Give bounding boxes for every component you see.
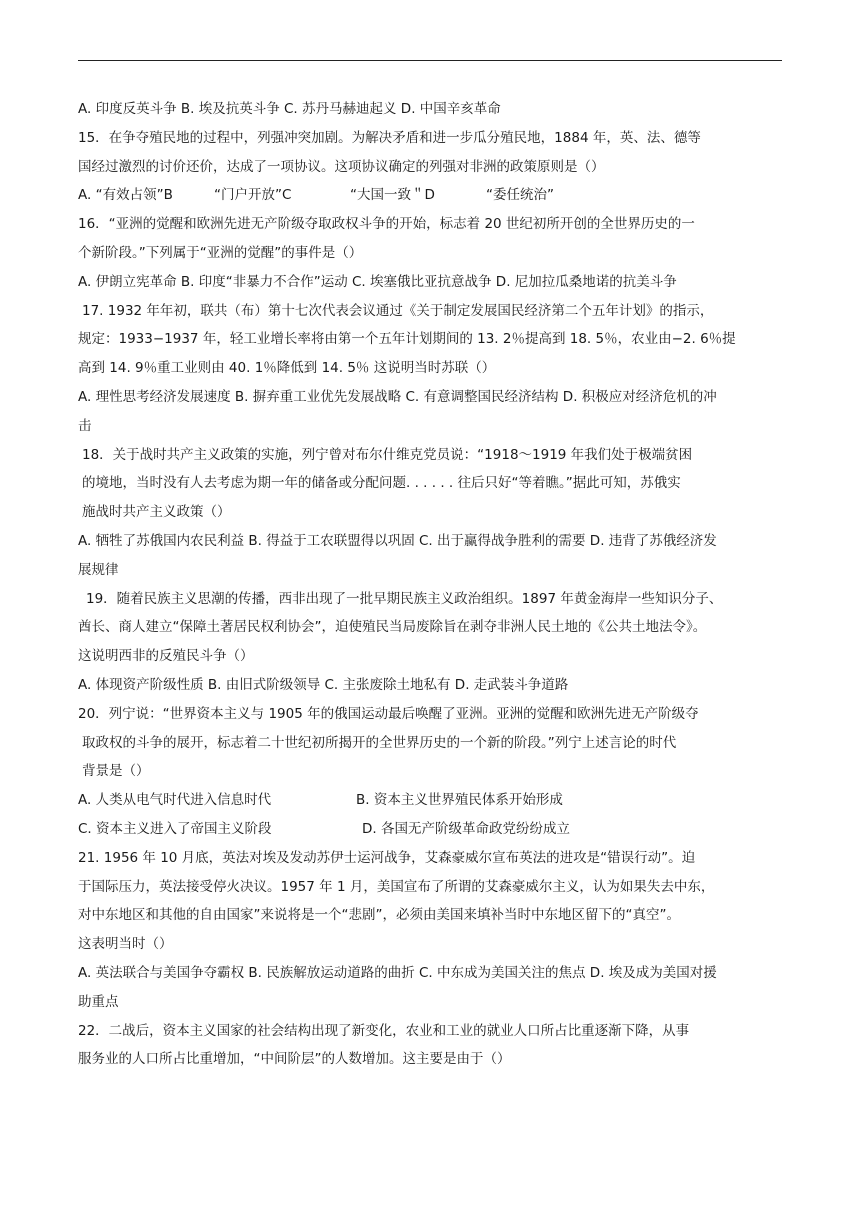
q15-option-d: “委任统治”	[486, 187, 554, 204]
q15-options	[78, 187, 790, 216]
q19-stem-line-2: 酋长、商人建立“保障土著居民权利协会”，迫使殖民当局废除旨在剥夺非洲人民土地的《公共土地法令》。	[78, 619, 707, 636]
q17-options-line-2: 击	[78, 417, 92, 434]
q20-option-d: D. 各国无产阶级革命政党纷纷成立	[362, 820, 570, 837]
q16-options: A. 伊朗立宪革命 B. 印度“非暴力不合作”运动 C. 埃塞俄比亚抗意战争 D. 尼加拉瓜桑地诺的抗美斗争	[78, 273, 677, 290]
q21-options-line-2: 助重点	[78, 993, 119, 1010]
q20-options-row-1	[78, 792, 790, 821]
q21-options-line-1: A. 英法联合与美国争夺霸权 B. 民族解放运动道路的曲折 C. 中东成为美国关注的焦点 D. 埃及成为美国对援	[78, 964, 717, 981]
q15-option-a: A. “有效占领”B	[78, 187, 173, 204]
q18-stem-line-2: 的境地，当时没有人去考虑为期一年的储备或分配问题. . . . . . 往后只好“等着瞧。”据此可知，苏俄实	[82, 475, 681, 492]
q22-stem-line-2: 服务业的人口所占比重增加，“中间阶层”的人数增加。这主要是由于（）	[78, 1051, 511, 1068]
q20-option-a: A. 人类从电气时代进入信息时代	[78, 792, 272, 809]
q16-stem-line-1: 16．“亚洲的觉醒和欧洲先进无产阶级夺取政权斗争的开始，标志着 20 世纪初所开创的全世界历史的一	[78, 216, 695, 233]
q17-stem-line-3: 高到 14. 9％重工业则由 40. 1％降低到 14. 5％ 这说明当时苏联（）	[78, 360, 496, 377]
document-body	[78, 101, 790, 1080]
q18-stem-line-3: 施战时共产主义政策（）	[82, 504, 231, 521]
q19-options: A. 体现资产阶级性质 B. 由旧式阶级领导 C. 主张废除土地私有 D. 走武装斗争道路	[78, 676, 569, 693]
q16-stem-line-2: 个新阶段。”下列属于“亚洲的觉醒”的事件是（）	[78, 244, 363, 261]
q15-option-b: “门户开放”C	[214, 187, 292, 204]
q21-stem-line-3: 对中东地区和其他的自由国家”来说将是一个“悲剧”，必须由美国来填补当时中东地区留下的“真空”。	[78, 907, 680, 924]
q20-stem-line-2: 取政权的斗争的展开，标志着二十世纪初所揭开的全世界历史的一个新的阶段。”列宁上述言论的时代	[82, 734, 677, 751]
q20-option-c: C. 资本主义进入了帝国主义阶段	[78, 820, 272, 837]
q21-stem-line-4: 这表明当时（）	[78, 936, 173, 953]
q18-stem-line-1: 18．关于战时共产主义政策的实施，列宁曾对布尔什维克党员说：“1918～1919 年我们处于极端贫困	[82, 446, 693, 463]
q17-stem-line-1: 17. 1932 年年初，联共（布）第十七次代表会议通过《关于制定发展国民经济第二个五年计划》的指示，	[82, 302, 714, 319]
q21-stem-line-1: 21. 1956 年 10 月底，英法对埃及发动苏伊士运河战争，艾森豪威尔宣布英法的进攻是“错误行动”。迫	[78, 849, 696, 866]
header-rule	[78, 60, 782, 61]
q14-options: A. 印度反英斗争 B. 埃及抗英斗争 C. 苏丹马赫迪起义 D. 中国辛亥革命	[78, 101, 501, 117]
q15-option-c: “大国一致＂D	[350, 187, 435, 204]
q19-stem-line-1: 19．随着民族主义思潮的传播，西非出现了一批早期民族主义政治组织。1897 年黄金海岸一些知识分子、	[86, 590, 723, 607]
q15-stem-line-1: 15．在争夺殖民地的过程中，列强冲突加剧。为解决矛盾和进一步瓜分殖民地，1884 年，英、法、德等	[78, 129, 701, 146]
q20-stem-line-3: 背景是（）	[82, 763, 150, 780]
q18-options-line-1: A. 牺牲了苏俄国内农民利益 B. 得益于工农联盟得以巩固 C. 出于赢得战争胜利的需要 D. 违背了苏俄经济发	[78, 532, 717, 549]
q20-options-row-2	[78, 821, 790, 850]
q17-options-line-1: A. 理性思考经济发展速度 B. 摒弃重工业优先发展战略 C. 有意调整国民经济结构 D. 积极应对经济危机的冲	[78, 388, 717, 405]
q17-stem-line-2: 规定：1933−1937 年，轻工业增长率将由第一个五年计划期间的 13. 2％提高到 18. 5％，农业由−2. 6％提	[78, 331, 736, 348]
q19-stem-line-3: 这说明西非的反殖民斗争（）	[78, 648, 254, 665]
q18-options-line-2: 展规律	[78, 561, 119, 578]
q21-stem-line-2: 于国际压力，英法接受停火决议。1957 年 1 月，美国宣布了所谓的艾森豪威尔主义，认为如果失去中东，	[78, 878, 715, 895]
q20-option-b: B. 资本主义世界殖民体系开始形成	[356, 792, 563, 809]
q20-stem-line-1: 20．列宁说：“世界资本主义与 1905 年的俄国运动最后唤醒了亚洲。亚洲的觉醒和欧洲先进无产阶级夺	[78, 705, 699, 722]
q15-stem-line-2: 国经过激烈的讨价还价，达成了一项协议。这项协议确定的列强对非洲的政策原则是（）	[78, 158, 605, 175]
q22-stem-line-1: 22．二战后，资本主义国家的社会结构出现了新变化，农业和工业的就业人口所占比重逐渐下降，从事	[78, 1022, 690, 1039]
